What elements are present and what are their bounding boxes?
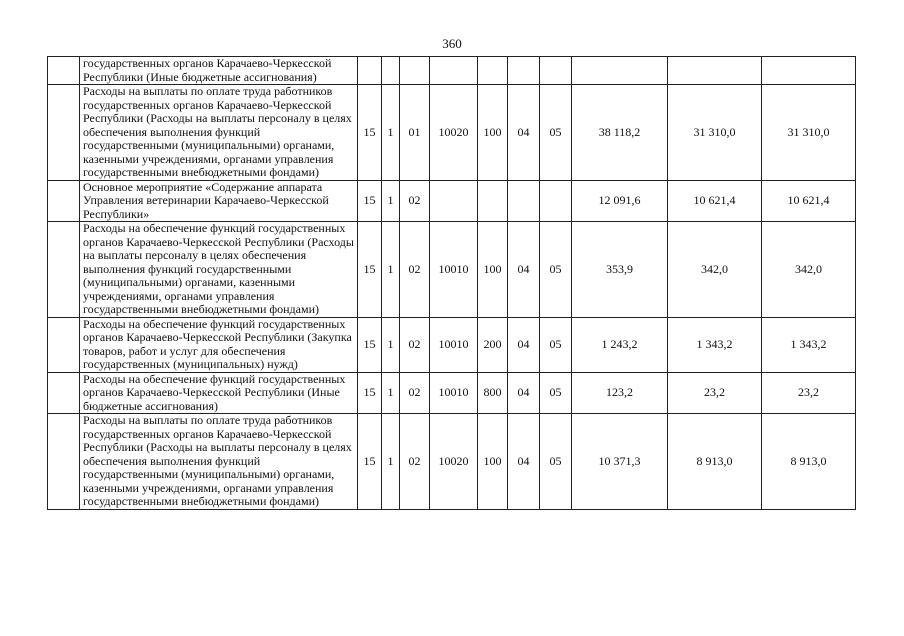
amount-cell: 12 091,6: [572, 180, 668, 222]
table-row: [48, 180, 856, 222]
description-cell: Расходы на выплаты по оплате труда работников государственных органов Карачаево-Черкесской Республики (Расходы на выплаты персоналу в целях обеспечения выполнения функций государственными (муниципальными) органами, казенными учреждениями, органами управления государственными внебюджетными фондами): [80, 85, 358, 181]
code-cell: 10020: [430, 85, 478, 181]
row-number-cell: [48, 57, 80, 85]
code-cell: [540, 57, 572, 85]
amount-cell: 10 371,3: [572, 414, 668, 510]
code-cell: [478, 57, 508, 85]
description-cell: Расходы на обеспечение функций государственных органов Карачаево-Черкесской Республики (Иные бюджетные ассигнования): [80, 372, 358, 414]
page-number: 360: [442, 36, 462, 51]
amount-cell: 342,0: [668, 222, 762, 318]
code-cell: 15: [358, 222, 382, 318]
code-cell: [430, 57, 478, 85]
row-number-cell: [48, 85, 80, 181]
description-cell: Расходы на обеспечение функций государственных органов Карачаево-Черкесской Республики (Закупка товаров, работ и услуг для обеспечения государственных (муниципальных) нужд): [80, 317, 358, 372]
row-number-cell: [48, 414, 80, 510]
code-cell: 02: [400, 222, 430, 318]
amount-cell: 10 621,4: [668, 180, 762, 222]
amount-cell: 23,2: [668, 372, 762, 414]
row-number-cell: [48, 222, 80, 318]
code-cell: [508, 180, 540, 222]
code-cell: 02: [400, 180, 430, 222]
amount-cell: 353,9: [572, 222, 668, 318]
amount-cell: 31 310,0: [668, 85, 762, 181]
code-cell: 01: [400, 85, 430, 181]
code-cell: 04: [508, 85, 540, 181]
table-row: [48, 57, 856, 85]
code-cell: 05: [540, 222, 572, 318]
code-cell: 02: [400, 317, 430, 372]
code-cell: 04: [508, 317, 540, 372]
code-cell: 1: [382, 180, 400, 222]
code-cell: 200: [478, 317, 508, 372]
amount-cell: 23,2: [762, 372, 856, 414]
code-cell: 04: [508, 414, 540, 510]
code-cell: 100: [478, 414, 508, 510]
code-cell: [430, 180, 478, 222]
amount-cell: 123,2: [572, 372, 668, 414]
row-number-cell: [48, 317, 80, 372]
code-cell: 04: [508, 372, 540, 414]
code-cell: [382, 57, 400, 85]
code-cell: 100: [478, 222, 508, 318]
code-cell: 15: [358, 180, 382, 222]
code-cell: 15: [358, 414, 382, 510]
amount-cell: 8 913,0: [668, 414, 762, 510]
description-cell: Основное мероприятие «Содержание аппарата Управления ветеринарии Карачаево-Черкесской Республики»: [80, 180, 358, 222]
row-number-cell: [48, 372, 80, 414]
description-cell: государственных органов Карачаево-Черкесской Республики (Иные бюджетные ассигнования): [80, 57, 358, 85]
code-cell: 10010: [430, 317, 478, 372]
description-cell: Расходы на выплаты по оплате труда работников государственных органов Карачаево-Черкесской Республики (Расходы на выплаты персоналу в целях обеспечения выполнения функций государственными (муниципальными) органами, казенными учреждениями, органами управления государственными внебюджетными фондами): [80, 414, 358, 510]
code-cell: 02: [400, 414, 430, 510]
code-cell: [478, 180, 508, 222]
code-cell: [540, 180, 572, 222]
code-cell: 05: [540, 414, 572, 510]
budget-table: [47, 56, 856, 510]
table-row: [48, 414, 856, 510]
table-row: [48, 317, 856, 372]
amount-cell: 38 118,2: [572, 85, 668, 181]
code-cell: [508, 57, 540, 85]
code-cell: [358, 57, 382, 85]
amount-cell: [572, 57, 668, 85]
code-cell: 1: [382, 372, 400, 414]
amount-cell: 342,0: [762, 222, 856, 318]
amount-cell: 10 621,4: [762, 180, 856, 222]
table-row: [48, 85, 856, 181]
code-cell: 02: [400, 372, 430, 414]
code-cell: 04: [508, 222, 540, 318]
amount-cell: 1 343,2: [762, 317, 856, 372]
code-cell: 15: [358, 317, 382, 372]
row-number-cell: [48, 180, 80, 222]
code-cell: 800: [478, 372, 508, 414]
code-cell: 15: [358, 85, 382, 181]
table-row: [48, 222, 856, 318]
code-cell: 1: [382, 222, 400, 318]
table-body: [48, 57, 856, 510]
code-cell: 05: [540, 85, 572, 181]
amount-cell: 31 310,0: [762, 85, 856, 181]
code-cell: 05: [540, 372, 572, 414]
code-cell: 1: [382, 317, 400, 372]
code-cell: 1: [382, 85, 400, 181]
code-cell: 1: [382, 414, 400, 510]
amount-cell: 1 243,2: [572, 317, 668, 372]
description-cell: Расходы на обеспечение функций государственных органов Карачаево-Черкесской Республики (Расходы на выплаты персоналу в целях обеспечения выполнения функций государственными (муниципальными) органами, казенными учреждениями, органами управления государственными внебюджетными фондами): [80, 222, 358, 318]
code-cell: 10020: [430, 414, 478, 510]
code-cell: 100: [478, 85, 508, 181]
code-cell: 10010: [430, 372, 478, 414]
amount-cell: 1 343,2: [668, 317, 762, 372]
code-cell: [400, 57, 430, 85]
amount-cell: [762, 57, 856, 85]
table-row: [48, 372, 856, 414]
code-cell: 10010: [430, 222, 478, 318]
amount-cell: 8 913,0: [762, 414, 856, 510]
amount-cell: [668, 57, 762, 85]
code-cell: 05: [540, 317, 572, 372]
code-cell: 15: [358, 372, 382, 414]
